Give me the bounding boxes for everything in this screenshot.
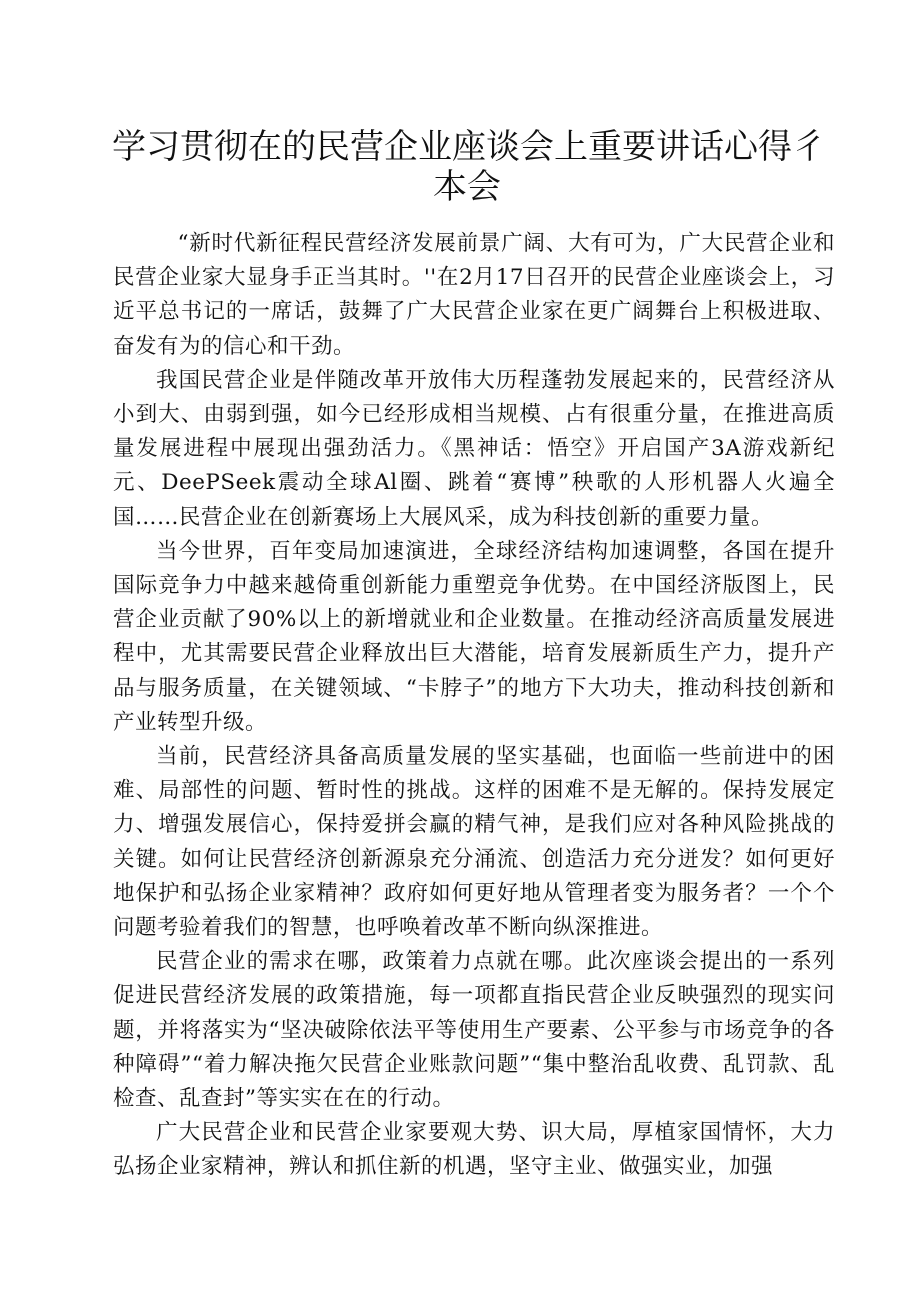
paragraph-6: 广大民营企业和民营企业家要观大势、识大局，厚植家国情怀，大力弘扬企业家精神，辨认和抓住新的机遇，坚守主业、做强实业，加强 xyxy=(113,1120,835,1180)
paragraph-1: “新时代新征程民营经济发展前景广阔、大有可为，广大民营企业和民营企业家大显身手正当其时。''在2月17日召开的民营企业座谈会上，习近平总书记的一席话，鼓舞了广大民营企业家在更广阔舞台上积极进取、奋发有为的信心和干劲。 xyxy=(113,231,835,359)
document-body xyxy=(113,227,835,1185)
title-line-2: 本会 xyxy=(433,167,501,207)
paragraph-3: 当今世界，百年变局加速演进，全球经济结构加速调整，各国在提升国际竞争力中越来越倚重创新能力重塑竞争优势。在中国经济版图上，民营企业贡献了90%以上的新增就业和企业数量。在推动经济高质量发展进程中，尤其需要民营企业释放出巨大潜能，培育发展新质生产力，提升产品与服务质量，在关键领域、“卡脖子”的地方下大功夫，推动科技创新和产业转型升级。 xyxy=(113,538,835,735)
paragraph-5: 民营企业的需求在哪，政策着力点就在哪。此次座谈会提出的一系列促进民营经济发展的政策措施，每一项都直指民营企业反映强烈的现实问题，并将落实为“坚决破除依法平等使用生产要素、公平参与市场竞争的各种障碍”“着力解决拖欠民营企业账款问题”“集中整治乱收费、乱罚款、乱检查、乱查封”等实实在在的行动。 xyxy=(113,949,835,1112)
paragraph-4: 当前，民营经济具备高质量发展的坚实基础，也面临一些前进中的困难、局部性的问题、暂时性的挑战。这样的困难不是无解的。保持发展定力、增强发展信心，保持爱拼会赢的精气神，是我们应对各种风险挑战的关键。如何让民营经济创新源泉充分涌流、创造活力充分迸发？如何更好地保护和弘扬企业家精神？政府如何更好地从管理者变为服务者？一个个问题考验着我们的智慧，也呼唤着改革不断向纵深推进。 xyxy=(113,744,835,941)
paragraph-2: 我国民营企业是伴随改革开放伟大历程蓬勃发展起来的，民营经济从小到大、由弱到强，如今已经形成相当规模、占有很重分量，在推进高质量发展进程中展现出强劲活力。《黑神话：悟空》开启国产3A游戏新纪元、DeePSeek震动全球Al圈、跳着“赛博”秧歌的人形机器人火遍全国……民营企业在创新赛场上大展风采，成为科技创新的重要力量。 xyxy=(113,367,835,530)
title-line-1: 学习贯彻在的民营企业座谈会上重要讲话心得彳 xyxy=(112,127,826,167)
document-title xyxy=(112,127,826,207)
